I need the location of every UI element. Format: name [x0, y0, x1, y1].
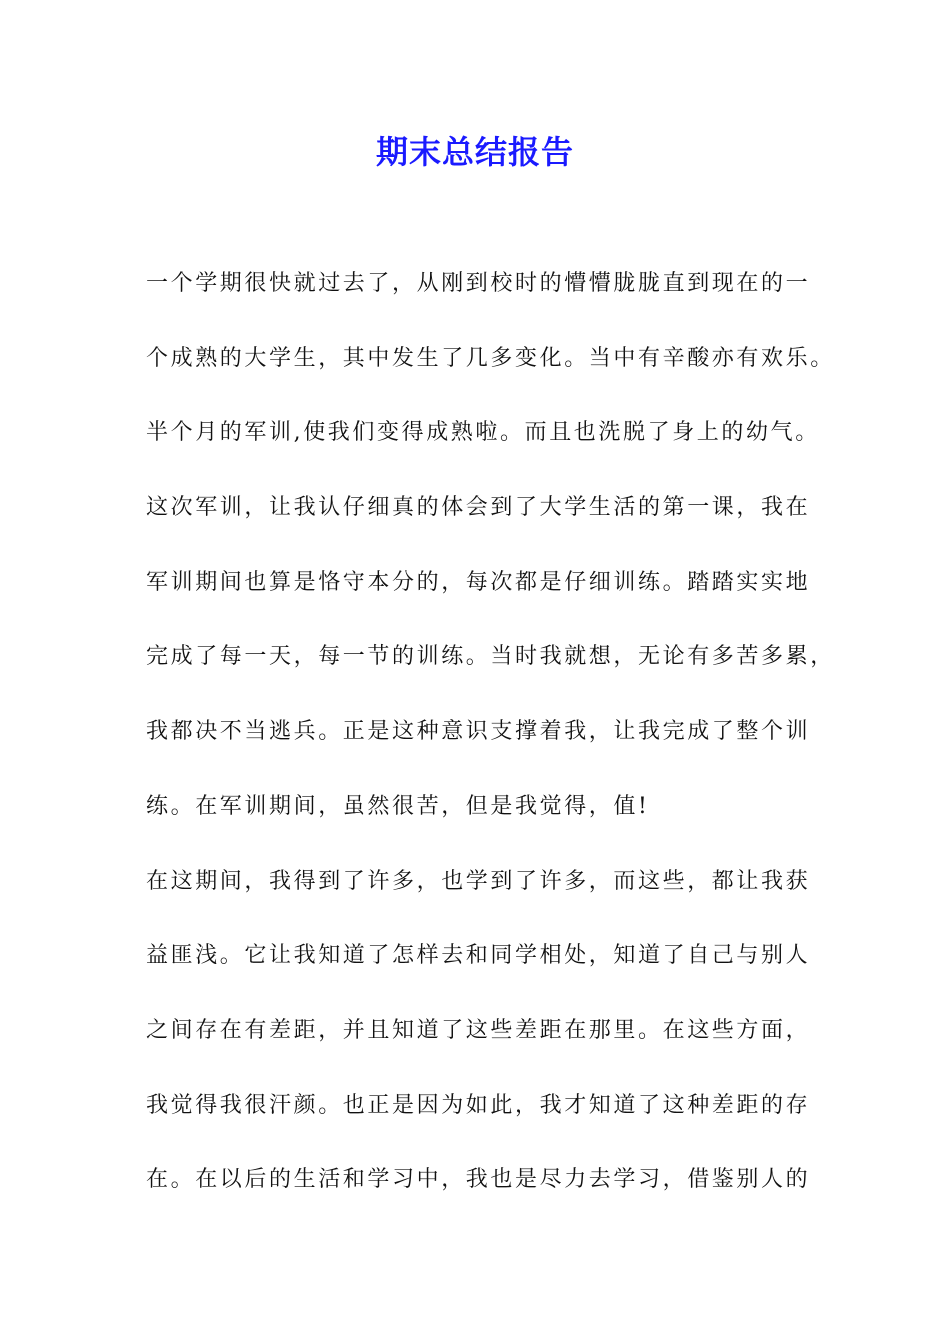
- body-line: 半个月的军训,使我们变得成熟啦。而且也洗脱了身上的幼气。: [146, 420, 820, 446]
- body-line: 在。在以后的生活和学习中，我也是尽力去学习，借鉴别人的: [146, 1167, 811, 1193]
- body-line: 之间存在有差距，并且知道了这些差距在那里。在这些方面，: [146, 1017, 811, 1043]
- body-line: 军训期间也算是恪守本分的，每次都是仔细训练。踏踏实实地: [146, 569, 811, 595]
- document-title: 期末总结报告: [375, 133, 574, 171]
- body-line: 个成熟的大学生，其中发生了几多变化。当中有辛酸亦有欢乐。: [146, 345, 835, 371]
- body-line: 我觉得我很汗颜。也正是因为如此，我才知道了这种差距的存: [146, 1092, 811, 1118]
- body-line: 在这期间，我得到了许多，也学到了许多，而这些，都让我获: [146, 868, 811, 894]
- body-line: 益匪浅。它让我知道了怎样去和同学相处，知道了自己与别人: [146, 943, 811, 969]
- body-line: 练。在军训期间，虽然很苦，但是我觉得，值!: [146, 793, 650, 819]
- body-line: 我都决不当逃兵。正是这种意识支撑着我，让我完成了整个训: [146, 719, 811, 745]
- document-body: [146, 260, 836, 1231]
- body-line: 这次军训，让我认仔细真的体会到了大学生活的第一课，我在: [146, 495, 811, 521]
- body-line: 完成了每一天，每一节的训练。当时我就想，无论有多苦多累，: [146, 644, 835, 670]
- body-line: 一个学期很快就过去了，从刚到校时的懵懵胧胧直到现在的一: [146, 271, 811, 296]
